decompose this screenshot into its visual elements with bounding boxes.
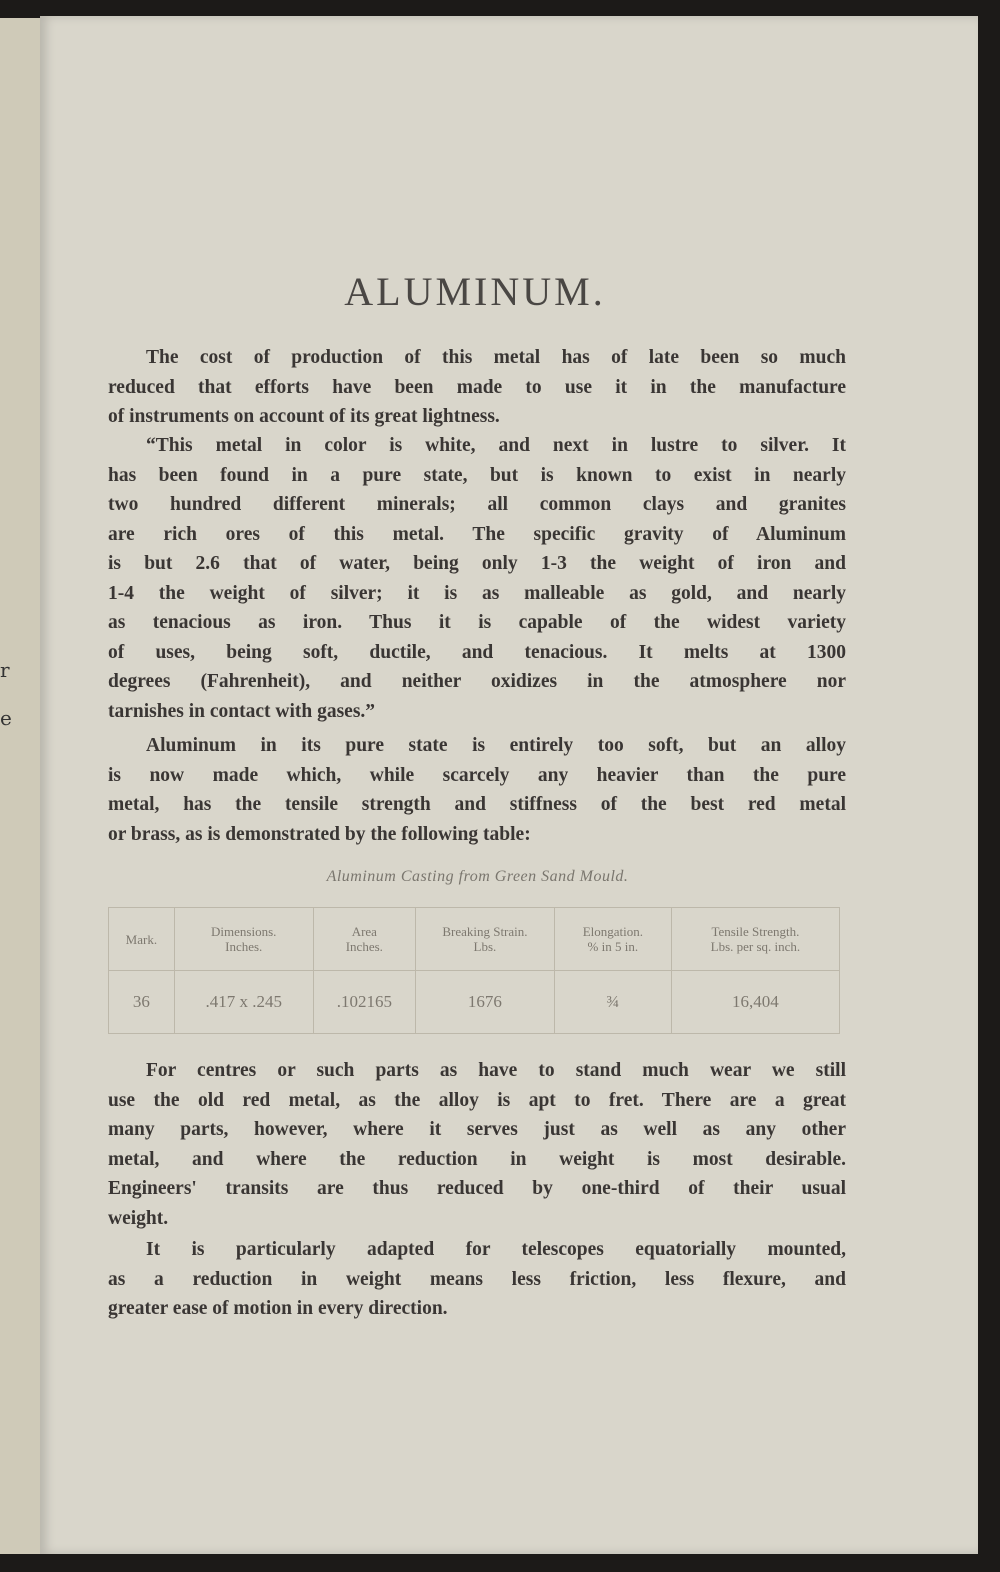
text-line: is now made which, while scarcely any heavier than the pure bbox=[108, 764, 846, 786]
header-text: Lbs. bbox=[473, 939, 497, 954]
text-line: weight. bbox=[108, 1207, 169, 1229]
text-line: as tenacious as iron. Thus it is capable of the widest variety bbox=[108, 612, 846, 633]
text-line: “This metal in color is white, and next in lustre to silver. It bbox=[146, 435, 846, 456]
adjacent-page-edge bbox=[0, 18, 40, 1554]
text-line: or brass, as is demonstrated by the following table: bbox=[108, 823, 531, 845]
header-text: Area bbox=[351, 924, 377, 939]
column-header bbox=[671, 908, 839, 971]
text-line: many parts, however, where it serves just as well as any other bbox=[108, 1119, 846, 1140]
paragraph bbox=[108, 1056, 846, 1233]
column-header bbox=[554, 908, 671, 971]
text-line: Aluminum in its pure state is entirely too soft, but an alloy bbox=[146, 735, 846, 756]
header-text: Lbs. per sq. inch. bbox=[710, 939, 801, 954]
table-cell: .102165 bbox=[313, 971, 415, 1034]
data-table bbox=[108, 907, 840, 1034]
header-text: % in 5 in. bbox=[587, 939, 639, 954]
text-line: as a reduction in weight means less friction, less flexure, and bbox=[108, 1268, 846, 1290]
page-title: ALUMINUM. bbox=[344, 269, 606, 314]
table-cell: 1676 bbox=[415, 971, 554, 1034]
text-line: It is particularly adapted for telescopes equatorially mounted, bbox=[146, 1239, 846, 1260]
header-text: Breaking Strain. bbox=[442, 924, 528, 939]
table-cell: 36 bbox=[109, 971, 175, 1034]
text-line: Engineers' transits are thus reduced by one-third of their usual bbox=[108, 1178, 846, 1199]
adjacent-page-fragment: r bbox=[0, 658, 10, 682]
text-line: reduced that efforts have been made to use it in the manufacture bbox=[108, 376, 846, 398]
column-header bbox=[109, 908, 175, 971]
text-line: use the old red metal, as the alloy is apt to fret. There are a great bbox=[108, 1089, 846, 1111]
paragraph bbox=[108, 731, 846, 849]
text-line: has been found in a pure state, but is known to exist in nearly bbox=[108, 464, 846, 486]
text-line: of uses, being soft, ductile, and tenacious. It melts at 1300 bbox=[108, 641, 846, 663]
text-line: metal, has the tensile strength and stiffness of the best red metal bbox=[108, 794, 846, 815]
column-header bbox=[415, 908, 554, 971]
text-line: are rich ores of this metal. The specific gravity of Aluminum bbox=[108, 523, 846, 545]
text-line: tarnishes in contact with gases.” bbox=[108, 700, 376, 722]
column-header bbox=[174, 908, 313, 971]
paragraph bbox=[108, 431, 846, 726]
header-text: Tensile Strength. bbox=[711, 924, 800, 939]
header-text: Dimensions. bbox=[211, 924, 277, 939]
header-text: Inches. bbox=[345, 939, 383, 954]
table-cell: .417 x .245 bbox=[174, 971, 313, 1034]
paragraph bbox=[108, 343, 846, 432]
text-line: metal, and where the reduction in weight is most desirable. bbox=[108, 1148, 846, 1170]
text-line: degrees (Fahrenheit), and neither oxidizes in the atmosphere nor bbox=[108, 671, 846, 692]
header-text: Mark. bbox=[125, 931, 158, 947]
text-line: greater ease of motion in every direction. bbox=[108, 1298, 448, 1319]
column-header bbox=[313, 908, 415, 971]
text-line: two hundred different minerals; all common clays and granites bbox=[108, 494, 846, 515]
text-line: is but 2.6 that of water, being only 1-3 the weight of iron and bbox=[108, 553, 846, 574]
header-text: Elongation. bbox=[582, 924, 643, 939]
table-cell: 16,404 bbox=[671, 971, 839, 1034]
table-cell: ¾ bbox=[554, 971, 671, 1034]
text-line: The cost of production of this metal has of late been so much bbox=[146, 347, 846, 368]
text-line: For centres or such parts as have to stand much wear we still bbox=[146, 1060, 846, 1081]
adjacent-page-fragment: e bbox=[0, 706, 12, 730]
table-caption: Aluminum Casting from Green Sand Mould. bbox=[326, 868, 629, 885]
paragraph bbox=[108, 1235, 846, 1324]
header-text: Inches. bbox=[225, 939, 263, 954]
text-line: of instruments on account of its great lightness. bbox=[108, 406, 500, 427]
text-line: 1-4 the weight of silver; it is as malleable as gold, and nearly bbox=[108, 582, 846, 604]
